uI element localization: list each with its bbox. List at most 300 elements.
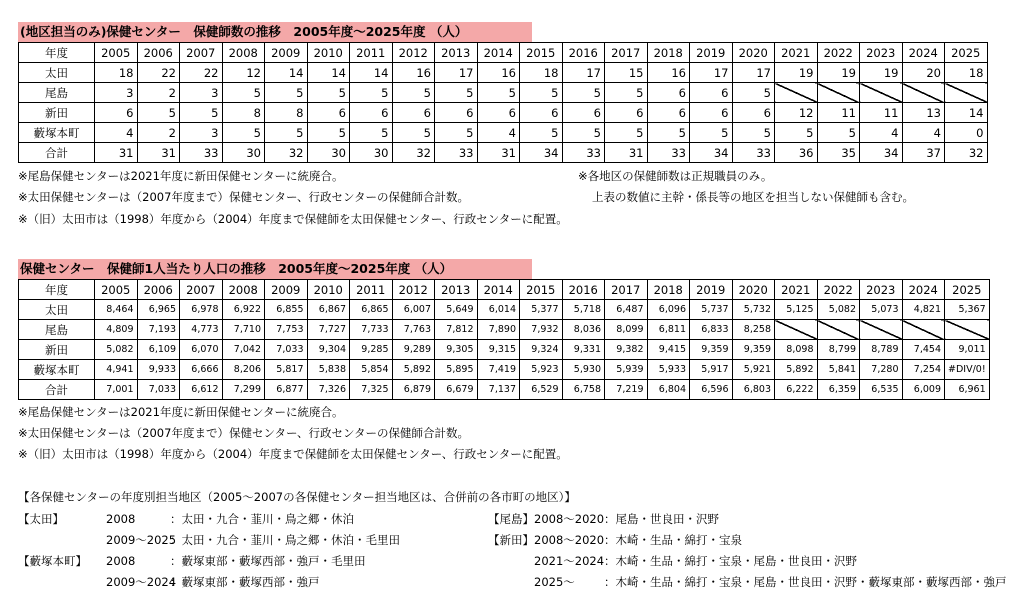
table-cell: 6,922	[222, 300, 265, 320]
table-cell: 8,098	[775, 340, 818, 360]
year-header-cell: 2010	[307, 43, 350, 63]
table-cell: 7,454	[902, 340, 945, 360]
table-cell: 18	[520, 63, 563, 83]
year-header-cell: 2023	[860, 43, 903, 63]
table-cell: 5	[647, 123, 690, 143]
table-cell: 7,727	[307, 320, 350, 340]
table-cell: 14	[945, 103, 988, 123]
table-cell: 6,833	[690, 320, 733, 340]
table-cell: 9,933	[137, 360, 180, 380]
table-cell: 5	[605, 123, 648, 143]
table-cell: 5,921	[732, 360, 775, 380]
table-cell: 8,464	[95, 300, 138, 320]
table-cell: 33	[562, 143, 605, 163]
area-left-2-districts: ：藪塚東部・藪塚西部・強戸・毛里田	[170, 554, 366, 568]
table-row	[19, 380, 990, 400]
table-cell: 9,305	[435, 340, 478, 360]
table-cell: 9,315	[477, 340, 520, 360]
table-cell: 16	[647, 63, 690, 83]
table-cell: 6	[95, 103, 138, 123]
table-cell: 5	[775, 123, 818, 143]
year-header-cell: 2018	[647, 43, 690, 63]
table-cell: 6,529	[520, 380, 563, 400]
table-cell: 6,070	[180, 340, 223, 360]
year-header-cell: 2019	[690, 280, 733, 300]
row-label: 太田	[19, 300, 95, 320]
table-cell: 5	[392, 123, 435, 143]
table-cell: 9,304	[307, 340, 350, 360]
table-cell: 3	[180, 83, 223, 103]
table-cell: 7,193	[137, 320, 180, 340]
table-cell: 9,382	[605, 340, 648, 360]
table-cell: 34	[690, 143, 733, 163]
table-cell: 30	[350, 143, 393, 163]
year-header-cell: 2013	[435, 43, 478, 63]
table2-note-2: ※太田保健センターは（2007年度まで）保健センター、行政センターの保健師合計数。	[18, 426, 470, 440]
table-cell: 5,732	[732, 300, 775, 320]
table-cell: 17	[732, 63, 775, 83]
table-row	[19, 103, 988, 123]
year-header-cell: 2019	[690, 43, 733, 63]
table-cell: 5	[392, 83, 435, 103]
table-cell: 11	[817, 103, 860, 123]
table-cell: 7,254	[902, 360, 945, 380]
table-cell: 33	[732, 143, 775, 163]
table-cell: 34	[520, 143, 563, 163]
year-header-cell: 2006	[137, 280, 180, 300]
table-cell: 6,009	[902, 380, 945, 400]
merged-slash-cell	[860, 83, 903, 103]
table-cell: 2	[137, 123, 180, 143]
table-cell: 6	[647, 103, 690, 123]
table-cell: 15	[605, 63, 648, 83]
table-cell: 32	[265, 143, 308, 163]
table-cell: 4	[860, 123, 903, 143]
table-cell: 16	[477, 63, 520, 83]
table-cell: 31	[95, 143, 138, 163]
table-cell: 7,812	[435, 320, 478, 340]
area-left-0-districts: ：太田・九合・韮川・鳥之郷・休泊	[170, 512, 354, 526]
table-cell: 17	[562, 63, 605, 83]
merged-slash-cell	[902, 83, 945, 103]
year-header-cell: 2014	[477, 43, 520, 63]
year-header-cell: 2021	[775, 280, 818, 300]
table1-note-3: ※（旧）太田市は（1998）年度から（2004）年度まで保健師を太田保健センター、行政センターに配置。	[18, 212, 568, 226]
area-left-1-districts: ：太田・九合・韮川・鳥之郷・休泊・毛里田	[170, 533, 400, 547]
table-cell: 5,737	[690, 300, 733, 320]
table-cell: 5	[520, 83, 563, 103]
table-cell: 6,612	[180, 380, 223, 400]
table1-side-note-1: ※各地区の保健師数は正規職員のみ。	[578, 169, 773, 183]
table-cell: 18	[945, 63, 988, 83]
year-header-cell: 2025	[945, 43, 988, 63]
year-header-cell: 2012	[392, 43, 435, 63]
table-row	[19, 63, 988, 83]
table-cell: 6	[647, 83, 690, 103]
year-header-cell: 2016	[562, 43, 605, 63]
area-left-0-period: 2008	[106, 512, 136, 526]
table-cell: 5	[732, 123, 775, 143]
area-right-0-center: 【尾島】	[488, 512, 534, 526]
table-cell: 6	[392, 103, 435, 123]
table-cell: 6,007	[392, 300, 435, 320]
year-header-cell: 2011	[350, 280, 393, 300]
table-cell: 5,718	[562, 300, 605, 320]
merged-slash-cell	[775, 320, 818, 340]
table-cell: 7,753	[265, 320, 308, 340]
table-cell: 6,803	[732, 380, 775, 400]
table-cell: 7,763	[392, 320, 435, 340]
table-cell: 12	[222, 63, 265, 83]
table-cell: 7,325	[350, 380, 393, 400]
table-cell: 5,377	[520, 300, 563, 320]
table-cell: 5	[817, 123, 860, 143]
table-cell: 22	[180, 63, 223, 83]
table-cell: 14	[265, 63, 308, 83]
table-cell: 14	[350, 63, 393, 83]
table-cell: 37	[902, 143, 945, 163]
table-cell: 4,821	[902, 300, 945, 320]
row-label: 藪塚本町	[19, 123, 95, 143]
table-cell: 7,326	[307, 380, 350, 400]
area-right-0-districts: ：尾島・世良田・沢野	[604, 512, 719, 526]
table-row	[19, 143, 988, 163]
year-header-cell: 2012	[392, 280, 435, 300]
table-cell: 7,280	[860, 360, 903, 380]
year-header-cell: 2021	[775, 43, 818, 63]
table-cell: 6	[307, 103, 350, 123]
year-header-label: 年度	[19, 280, 95, 300]
table-cell: 6,965	[137, 300, 180, 320]
year-header-cell: 2007	[180, 43, 223, 63]
table-cell: 5,649	[435, 300, 478, 320]
table-row	[19, 340, 990, 360]
table-cell: 5,082	[817, 300, 860, 320]
area-left-0-center: 【太田】	[18, 512, 64, 526]
table-cell: 20	[902, 63, 945, 83]
table-cell: 6	[477, 103, 520, 123]
table-cell: 5	[350, 123, 393, 143]
year-header-cell: 2007	[180, 280, 223, 300]
table-cell: 7,001	[95, 380, 138, 400]
table-cell: 4,773	[180, 320, 223, 340]
table-row	[19, 320, 990, 340]
table-cell: 14	[307, 63, 350, 83]
table-cell: 5,930	[562, 360, 605, 380]
table-cell: 4	[902, 123, 945, 143]
table-cell: 6,804	[647, 380, 690, 400]
row-label: 合計	[19, 143, 95, 163]
table-cell: 8,789	[860, 340, 903, 360]
table-cell: 6,535	[860, 380, 903, 400]
table-cell: 5,125	[775, 300, 818, 320]
table-cell: 33	[435, 143, 478, 163]
table-cell: 5	[562, 123, 605, 143]
year-header-cell: 2005	[95, 43, 138, 63]
table-cell: 6,679	[435, 380, 478, 400]
row-label: 藪塚本町	[19, 360, 95, 380]
table-cell: 5	[477, 83, 520, 103]
table-cell: 5	[520, 123, 563, 143]
table1-title: (地区担当のみ)保健センター 保健師数の推移 2005年度～2025年度 （人）	[18, 22, 532, 42]
row-label: 合計	[19, 380, 95, 400]
year-header-cell: 2017	[605, 280, 648, 300]
table-row	[19, 300, 990, 320]
table-cell: 4	[95, 123, 138, 143]
area-right-0-period: 2008～2020	[534, 512, 605, 526]
merged-slash-cell	[860, 320, 903, 340]
table-cell: 5	[350, 83, 393, 103]
year-header-cell: 2008	[222, 43, 265, 63]
year-header-cell: 2024	[902, 280, 945, 300]
table-cell: 5,854	[350, 360, 393, 380]
table-cell: 4,941	[95, 360, 138, 380]
table-cell: 2	[137, 83, 180, 103]
table-cell: 5,917	[690, 360, 733, 380]
year-header-cell: 2006	[137, 43, 180, 63]
year-header-cell: 2020	[732, 43, 775, 63]
table-cell: 9,285	[350, 340, 393, 360]
year-header-cell: 2016	[562, 280, 605, 300]
table-cell: 6	[435, 103, 478, 123]
table-cell: 35	[817, 143, 860, 163]
table-cell: 6	[732, 103, 775, 123]
table-cell: 34	[860, 143, 903, 163]
table-row	[19, 360, 990, 380]
table-cell: 12	[775, 103, 818, 123]
year-header-cell: 2018	[647, 280, 690, 300]
table-cell: 7,932	[520, 320, 563, 340]
table-cell: 31	[605, 143, 648, 163]
year-header-label: 年度	[19, 43, 95, 63]
year-header-cell: 2009	[265, 280, 308, 300]
table-cell: 5,082	[95, 340, 138, 360]
table-cell: 5,933	[647, 360, 690, 380]
table2-note-1: ※尾島保健センターは2021年度に新田保健センターに統廃合。	[18, 405, 344, 419]
table-cell: 5,841	[817, 360, 860, 380]
area-right-3-period: 2025～	[534, 575, 575, 589]
merged-slash-cell	[902, 320, 945, 340]
table-cell: 4	[477, 123, 520, 143]
table-cell: 7,710	[222, 320, 265, 340]
year-header-cell: 2010	[307, 280, 350, 300]
table-cell: 8,258	[732, 320, 775, 340]
table-cell: 5,892	[392, 360, 435, 380]
table-cell: 32	[392, 143, 435, 163]
staff-count-table	[18, 42, 988, 163]
table-cell: 11	[860, 103, 903, 123]
table-cell: 7,219	[605, 380, 648, 400]
table-cell: 5	[435, 123, 478, 143]
year-header-cell: 2022	[817, 43, 860, 63]
table-cell: 5	[222, 83, 265, 103]
row-label: 太田	[19, 63, 95, 83]
year-header-cell: 2011	[350, 43, 393, 63]
table-cell: 6,879	[392, 380, 435, 400]
area-right-3-districts: ：木崎・生品・綿打・宝泉・尾島・世良田・沢野・藪塚東部・藪塚西部・強戸	[604, 575, 1007, 589]
table-cell: 6	[690, 103, 733, 123]
table-cell: 5	[222, 123, 265, 143]
table-cell: 16	[392, 63, 435, 83]
table-cell: 6,596	[690, 380, 733, 400]
row-label: 尾島	[19, 83, 95, 103]
table-cell: 31	[477, 143, 520, 163]
table-cell: 33	[180, 143, 223, 163]
table-cell: 6	[562, 103, 605, 123]
table-cell: 7,733	[350, 320, 393, 340]
year-header-cell: 2025	[945, 280, 990, 300]
population-per-nurse-table	[18, 279, 990, 400]
table-cell: 36	[775, 143, 818, 163]
area-left-3-period: 2009～2024	[106, 575, 177, 589]
table-cell: 6,096	[647, 300, 690, 320]
table-cell: 31	[137, 143, 180, 163]
table-cell: 13	[902, 103, 945, 123]
table-cell: 0	[945, 123, 988, 143]
table-cell: 5	[562, 83, 605, 103]
year-header-cell: 2015	[520, 280, 563, 300]
table-cell: 7,299	[222, 380, 265, 400]
year-header-cell: 2017	[605, 43, 648, 63]
table-cell: 5,817	[265, 360, 308, 380]
table-cell: 8	[222, 103, 265, 123]
table-cell: 6,487	[605, 300, 648, 320]
table-cell: 5,895	[435, 360, 478, 380]
table-cell: 5,939	[605, 360, 648, 380]
table-cell: 7,033	[137, 380, 180, 400]
table-cell: 8,099	[605, 320, 648, 340]
table-cell: 5	[732, 83, 775, 103]
table-cell: 9,324	[520, 340, 563, 360]
table-cell: 6	[350, 103, 393, 123]
year-header-cell: 2015	[520, 43, 563, 63]
table-cell: 6,666	[180, 360, 223, 380]
area-right-1-center: 【新田】	[488, 533, 534, 547]
header-row	[19, 43, 988, 63]
table-cell: 3	[95, 83, 138, 103]
area-left-1-period: 2009～2025	[106, 533, 177, 547]
table-cell: 30	[307, 143, 350, 163]
year-header-cell: 2022	[817, 280, 860, 300]
area-left-2-period: 2008	[106, 554, 136, 568]
table-cell: 5,073	[860, 300, 903, 320]
area-right-1-districts: ：木崎・生品・綿打・宝泉	[604, 533, 742, 547]
area-right-2-period: 2021～2024	[534, 554, 605, 568]
table1-side-note-2: 上表の数値に主幹・係長等の地区を担当しない保健師も含む。	[592, 190, 914, 204]
table-cell: 6,014	[477, 300, 520, 320]
table-cell: 5	[307, 123, 350, 143]
table-cell: 6	[605, 103, 648, 123]
table-cell: 9,359	[732, 340, 775, 360]
year-header-cell: 2005	[95, 280, 138, 300]
table-cell: 6,758	[562, 380, 605, 400]
table-cell: 6,877	[265, 380, 308, 400]
table-cell: 6,359	[817, 380, 860, 400]
table-cell: 30	[222, 143, 265, 163]
merged-slash-cell	[945, 320, 990, 340]
row-label: 新田	[19, 103, 95, 123]
table-cell: 5	[265, 83, 308, 103]
table1-note-2: ※太田保健センターは（2007年度まで）保健センター、行政センターの保健師合計数。	[18, 190, 470, 204]
table1-note-1: ※尾島保健センターは2021年度に新田保健センターに統廃合。	[18, 169, 344, 183]
table-cell: 33	[647, 143, 690, 163]
table-cell: 5	[137, 103, 180, 123]
table-cell: 7,137	[477, 380, 520, 400]
row-label: 新田	[19, 340, 95, 360]
table-cell: 9,011	[945, 340, 990, 360]
table-cell: 5	[690, 123, 733, 143]
table-cell: 9,359	[690, 340, 733, 360]
table-cell: 5,923	[520, 360, 563, 380]
table-cell: 6,865	[350, 300, 393, 320]
table-cell: 5	[605, 83, 648, 103]
area-left-2-center: 【藪塚本町】	[18, 554, 87, 568]
table-cell: 6,961	[945, 380, 990, 400]
table2-title: 保健センター 保健師1人当たり人口の推移 2005年度～2025年度 （人）	[18, 259, 532, 279]
table-cell: 6,109	[137, 340, 180, 360]
table-cell: 22	[137, 63, 180, 83]
year-header-cell: 2008	[222, 280, 265, 300]
merged-slash-cell	[817, 83, 860, 103]
header-row	[19, 280, 990, 300]
table-cell: 5,838	[307, 360, 350, 380]
table-cell: 5,367	[945, 300, 990, 320]
table-cell: 3	[180, 123, 223, 143]
table-cell: 7,890	[477, 320, 520, 340]
table-cell: 6,867	[307, 300, 350, 320]
table-cell: 5,892	[775, 360, 818, 380]
table2-note-3: ※（旧）太田市は（1998）年度から（2004）年度まで保健師を太田保健センター、行政センターに配置。	[18, 447, 568, 461]
table-cell: 6,978	[180, 300, 223, 320]
year-header-cell: 2023	[860, 280, 903, 300]
table-cell: 5	[265, 123, 308, 143]
merged-slash-cell	[945, 83, 988, 103]
merged-slash-cell	[775, 83, 818, 103]
table-row	[19, 123, 988, 143]
year-header-cell: 2024	[902, 43, 945, 63]
area-right-2-districts: ：木崎・生品・綿打・宝泉・尾島・世良田・沢野	[604, 554, 857, 568]
table-cell: 6	[690, 83, 733, 103]
table-cell: 17	[690, 63, 733, 83]
year-header-cell: 2013	[435, 280, 478, 300]
table-cell: 19	[860, 63, 903, 83]
table-cell: 18	[95, 63, 138, 83]
table-cell: 6	[520, 103, 563, 123]
table-cell: 6,222	[775, 380, 818, 400]
table-cell: 7,419	[477, 360, 520, 380]
table-cell: 8	[265, 103, 308, 123]
row-label: 尾島	[19, 320, 95, 340]
table-cell: 8,036	[562, 320, 605, 340]
table-row	[19, 83, 988, 103]
table-cell: 32	[945, 143, 988, 163]
table-cell: 9,289	[392, 340, 435, 360]
table-cell: 19	[775, 63, 818, 83]
year-header-cell: 2009	[265, 43, 308, 63]
table-cell: 19	[817, 63, 860, 83]
merged-slash-cell	[817, 320, 860, 340]
table-cell: 6,855	[265, 300, 308, 320]
table-cell: 9,415	[647, 340, 690, 360]
table-cell: 6,811	[647, 320, 690, 340]
table-cell: 17	[435, 63, 478, 83]
table-cell: 7,033	[265, 340, 308, 360]
table-cell: 8,206	[222, 360, 265, 380]
table-cell: #DIV/0!	[945, 360, 990, 380]
table-cell: 7,042	[222, 340, 265, 360]
table-cell: 8,799	[817, 340, 860, 360]
table-cell: 9,331	[562, 340, 605, 360]
